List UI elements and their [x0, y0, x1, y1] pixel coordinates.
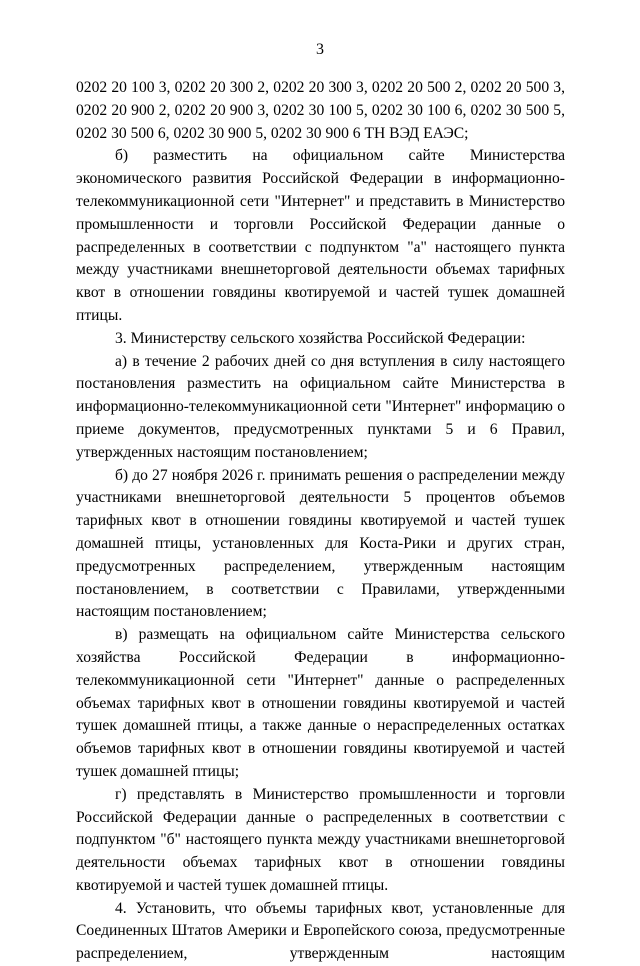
- paragraph-item-b-publish: б) разместить на официальном сайте Министерства экономического развития Российской Федерации в информационно-телекоммуникационной сети "Интернет" и представить в Министерство промышленности и торговли Российской Федерации данные о распределенных в соответствии с подпунктом "а" настоящего пункта между участниками внешнеторговой деятельности объемах тарифных квот в отношении говядины квотируемой и частей тушек домашней птицы.: [76, 147, 565, 324]
- page-number: 3: [316, 41, 324, 58]
- paragraph-item-g-submit: г) представлять в Министерство промышленности и торговли Российской Федерации данные о распределенных в соответствии с подпунктом "б" настоящего пункта между участниками внешнеторговой деятельности объемах тарифных квот в отношении говядины квотируемой и частей тушек домашней птицы.: [76, 785, 565, 894]
- document-body: [76, 77, 565, 966]
- paragraph-item-v-publish: в) размещать на официальном сайте Министерства сельского хозяйства Российской Федерации в информационно-телекоммуникационной сети "Интернет" данные о распределенных объемах тарифных квот в отношении говядины квотируемой и частей тушек домашней птицы, а также данные о нераспределенных остатках объемов тарифных квот в отношении говядины квотируемой и частей тушек домашней птицы;: [76, 626, 565, 780]
- paragraph-section-4: 4. Установить, что объемы тарифных квот, установленные для Соединенных Штатов Америки и Европейского союза, предусмотренные распределением, утвержденным настоящим: [76, 899, 565, 963]
- paragraph-section-3-heading: 3. Министерству сельского хозяйства Российской Федерации:: [115, 329, 526, 347]
- paragraph-item-b-decisions: б) до 27 ноября 2026 г. принимать решения о распределении между участниками внешнеторговой деятельности 5 процентов объемов тарифных квот в отношении говядины квотируемой и частей тушек домашней птицы, установленных для Коста-Рики и других стран, предусмотренных распределением, утвержденным настоящим постановлением, в соответствии с Правилами, утвержденными настоящим постановлением;: [76, 466, 565, 621]
- paragraph-tnved-codes: 0202 20 100 3, 0202 20 300 2, 0202 20 300 3, 0202 20 500 2, 0202 20 500 3, 0202 20 900 2, 0202 20 900 3, 0202 30 100 5, 0202 30 100 6, 0202 30 500 5, 0202 30 500 6, 0202 30 900 5, 0202 30 900 6 ТН ВЭД ЕАЭС;: [76, 79, 565, 142]
- paragraph-item-a-docs: а) в течение 2 рабочих дней со дня вступления в силу настоящего постановления разместить на официальном сайте Министерства в информационно-телекоммуникационной сети "Интернет" информацию о приеме документов, предусмотренных пунктами 5 и 6 Правил, утвержденных настоящим постановлением;: [76, 352, 565, 461]
